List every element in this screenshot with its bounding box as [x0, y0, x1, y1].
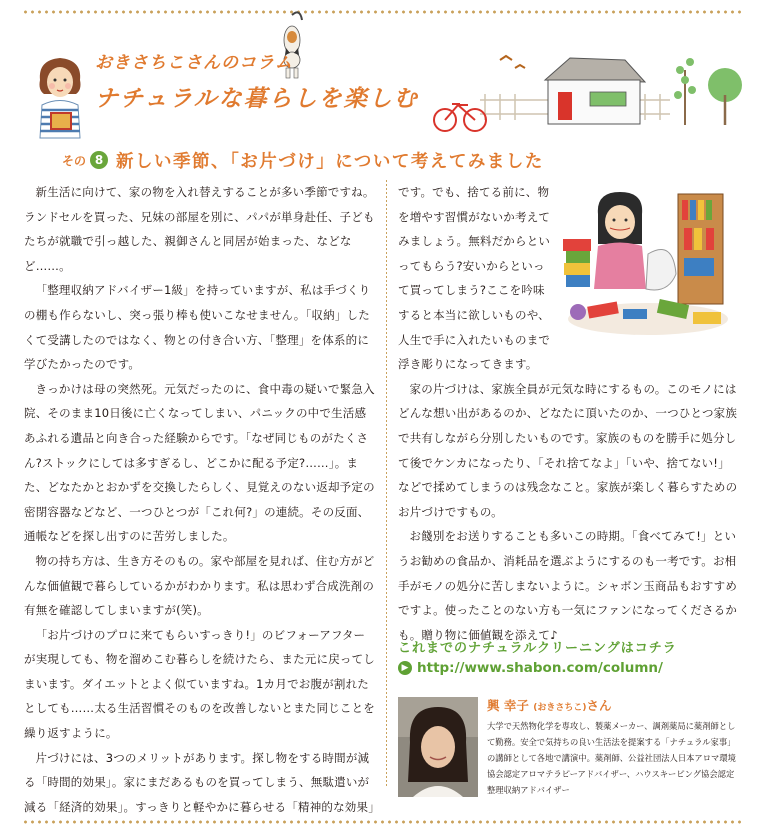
episode-title: 新しい季節、「お片づけ」について考えてみました: [116, 151, 544, 172]
arrow-right-icon: ▶: [398, 661, 412, 675]
column-kicker: おきさちこさんのコラム: [95, 53, 293, 73]
column-divider: [386, 180, 387, 788]
episode-label: その: [62, 153, 87, 168]
right-paragraph: 家の片づけは、家族全員が元気な時にするもの。このモノにはどんな想い出があるのか、どなたに頂いたのか、一つひとつ家族で共有しながら分別したいものです。家族のものを勝手に処分して後でケンカになったり、「それ捨てなよ」「いや、捨てない!」などで揉めてしまうのは残念なこと。家族が楽しく暮らすためのお片づけですもの。: [398, 381, 738, 519]
author-reading: (おきさちこ): [533, 703, 587, 713]
episode-number-badge: 8: [90, 151, 108, 169]
right-paragraph: お餞別をお送りすることも多いこの時期。「食べてみて!」というお勧めの食品か、消耗品を選ぶようにするのも一考です。お相手がモノの処分に苦しまないように。シャボン玉商品もおすすめですよ。使ったことのない方も一気にファンになってくださるかも。贈り物に価値観を添えて♪: [398, 529, 738, 642]
author-name: [487, 696, 611, 714]
left-paragraph: 「お片づけのプロに来てもらいすっきり!」のビフォーアフターが実現しても、物を溜めこむ暮らしを続けたら、また元に戻ってしまいます。ダイエットとよく似ていますね。1カ月でお腹が割れたとしても……太る生活習慣そのものを改善しないとまた同じことを繰り返すように。: [24, 627, 375, 741]
author-honorific: さん: [586, 698, 612, 713]
right-column: [398, 180, 738, 647]
house-bicycle-illustration: [430, 40, 750, 140]
cleaning-series-heading: これまでのナチュラルクリーニングはコチラ: [398, 641, 677, 656]
column-title: ナチュラルな暮らしを楽しむ: [95, 85, 419, 112]
author-photo: [398, 697, 478, 797]
left-column: [24, 180, 380, 819]
cleaning-series-link[interactable]: [398, 660, 663, 676]
column-header: [0, 0, 763, 150]
cleaning-series-url[interactable]: http://www.shabon.com/column/: [417, 660, 663, 676]
woman-reading-illustration: [30, 50, 90, 140]
girl-with-clutter-illustration: [558, 184, 738, 354]
right-paragraph: です。でも、捨てる前に、物を増やす習慣がないか考えてみましょう。無料だからといってもらう?安いからといって買ってしまう?ここを吟味すると本当に欲しいものや、人生で手に入れたいものまで浮き彫りになってきます。: [398, 185, 551, 372]
bottom-dotted-border: [22, 820, 741, 824]
episode-heading: [62, 148, 544, 172]
left-paragraph: きっかけは母の突然死。元気だったのに、食中毒の疑いで緊急入院、そのまま10日後に亡くなってしまい、パニックの中で生活感あふれる遺品と向き合った経験からです。「なぜ同じものがたくさん?ストックにしては多すぎるし、どこかに配る予定?……」。また、どなたかとおかずを交換したらしく、見覚えのない返却予定の密閉容器などなど、一つひとつが「これ何?」の連続。その反面、通帳などを探し出すのに苦労しました。: [24, 381, 375, 544]
left-paragraph: 新生活に向けて、家の物を入れ替えすることが多い季節ですね。ランドセルを買った、兄妹の部屋を別に、パパが単身赴任、子どもたちが就職で引っ越した、親御さんと同居が始まった、などなど……。: [24, 185, 375, 273]
left-paragraph: 物の持ち方は、生き方そのもの。家や部屋を見れば、住む方がどんな価値観で暮らしているかがわかります。私は思わず合成洗剤の有無を確認してしまいますが(笑)。: [24, 553, 375, 618]
author-bio: 大学で天然物化学を専攻し、製薬メーカー、調剤薬局に薬剤師として勤務。安全で気持ちの良い生活法を提案する「ナチュラル家事」の講師として各地で講演中。薬剤師、公益社団法人日本アロマ環境協会認定アロマテラピーアドバイザー、ハウスキーピング協会認定整理収納アドバイザー: [487, 721, 736, 795]
left-paragraph: 片づけには、3つのメリットがあります。探し物をする時間が減る「時間的効果」。家にまだあるものを買ってしまう、無駄遣いが減る「経済的効果」。すっきりと軽やかに暮らせる「精神的な効果」: [24, 750, 380, 814]
left-paragraph: 「整理収納アドバイザー1級」を持っていますが、私は手づくりの棚も作らないし、突っ張り棒も使いこなせません。「収納」したくて受講したのではなく、物との付き合い方、「整理」を体系的に学びたかったのです。: [24, 283, 371, 372]
author-name-text: 興 幸子: [487, 698, 529, 713]
